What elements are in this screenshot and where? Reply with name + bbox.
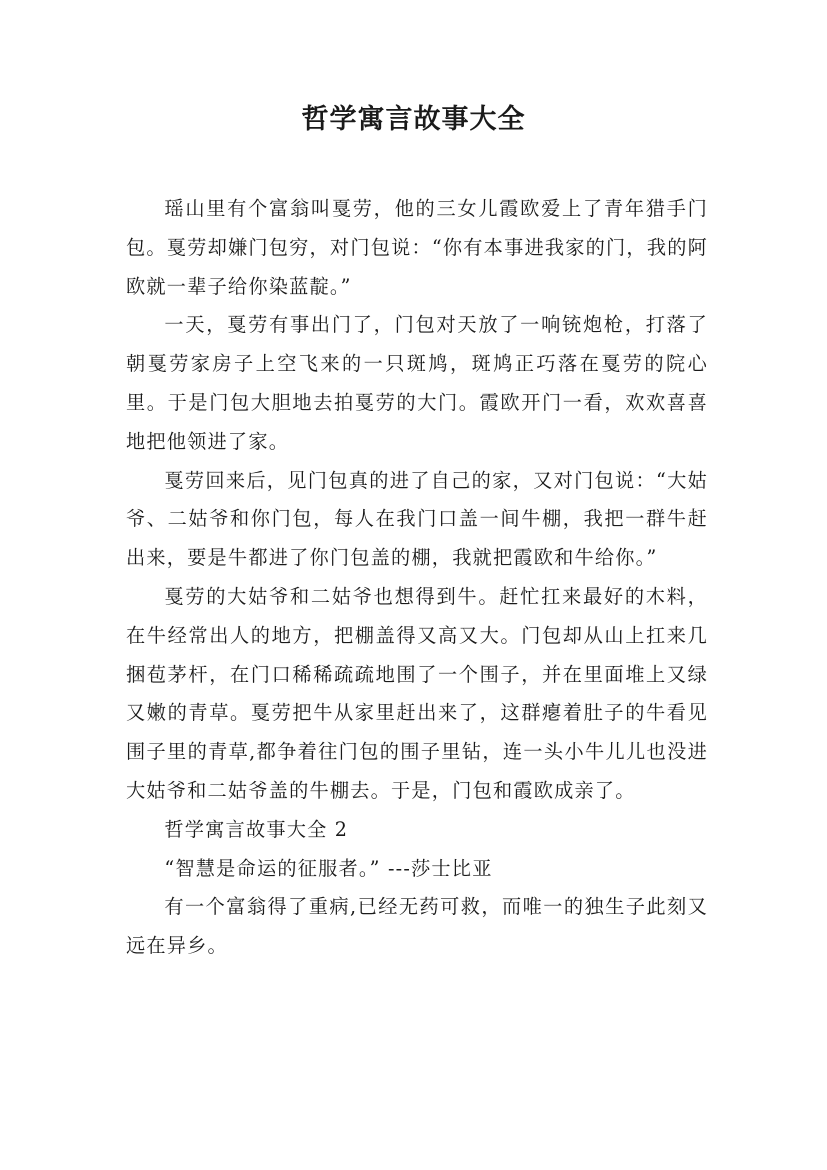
quote-line: “智慧是命运的征服者。” ---莎士比亚 xyxy=(164,856,493,880)
document-title: 哲学寓言故事大全 xyxy=(301,104,526,135)
section-heading-2: 哲学寓言故事大全 2 xyxy=(164,817,349,841)
paragraph-2: 一天，戛劳有事出门了，门包对天放了一响铳炮枪，打落了朝戛劳家房子上空飞来的一只斑鸠，斑鸠正巧落在戛劳的院心里。于是门包大胆地去拍戛劳的大门。霞欧开门一看，欢欢喜喜地把他领进了家。 xyxy=(126,313,708,453)
paragraph-1: 瑶山里有个富翁叫戛劳，他的三女儿霞欧爱上了青年猎手门包。戛劳却嫌门包穷，对门包说：“你有本事进我家的门，我的阿欧就一辈子给你染蓝靛。” xyxy=(126,197,708,298)
paragraph-4: 戛劳的大姑爷和二姑爷也想得到牛。赶忙扛来最好的木料，在牛经常出人的地方，把棚盖得又高又大。门包却从山上扛来几捆苞茅杆，在门口稀稀疏疏地围了一个围子，并在里面堆上又绿又嫩的青草。戛劳把牛从家里赶出来了，这群瘪着肚子的牛看见围子里的青草,都争着往门包的围子里钻，连一头小牛儿儿也没进大姑爷和二姑爷盖的牛棚去。于是，门包和霞欧成亲了。 xyxy=(126,584,708,802)
paragraph-3: 戛劳回来后，见门包真的进了自己的家，又对门包说：“大姑爷、二姑爷和你门包，每人在我门口盖一间牛棚，我把一群牛赶出来，要是牛都进了你门包盖的棚，我就把霞欧和牛给你。” xyxy=(126,468,708,570)
paragraph-5: 有一个富翁得了重病,已经无药可救，而唯一的独生子此刻又远在异乡。 xyxy=(126,895,708,958)
document-body xyxy=(126,190,708,966)
